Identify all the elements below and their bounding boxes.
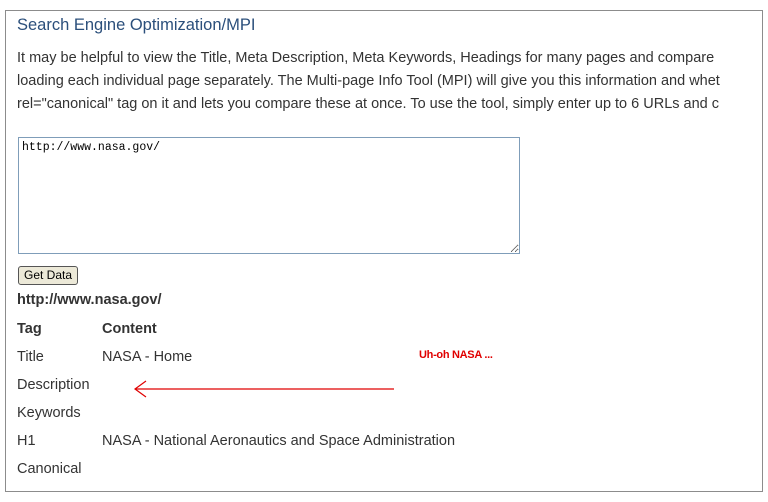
row-tag-title: Title [17,349,44,365]
column-header-tag: Tag [17,321,42,337]
row-tag-keywords: Keywords [17,405,81,421]
row-content-h1: NASA - National Aeronautics and Space Administration [102,433,456,449]
table-row [17,427,455,455]
get-data-button[interactable]: Get Data [18,266,78,285]
results-table [17,315,455,483]
row-tag-canonical: Canonical [17,461,82,477]
table-row [17,399,455,427]
table-row [17,343,455,371]
page-title: Search Engine Optimization/MPI [17,16,256,34]
urls-textarea[interactable] [18,137,520,254]
row-content-canonical [102,455,455,483]
intro-line-1: It may be helpful to view the Title, Meta Description, Meta Keywords, Headings for many pages and compare [17,50,715,66]
intro-line-3: rel="canonical" tag on it and lets you compare these at once. To use the tool, simply enter up to 6 URLs and c [17,96,720,112]
annotation-note: Uh-oh NASA ... [419,349,493,361]
table-row [17,455,455,483]
mpi-panel [5,10,763,492]
row-content-title: NASA - Home [102,349,193,365]
intro-text [17,47,763,116]
arrow-left-icon [130,379,395,399]
row-content-keywords [102,399,455,427]
table-header-row [17,315,455,343]
result-url: http://www.nasa.gov/ [17,292,162,308]
intro-line-2: loading each individual page separately. The Multi-page Info Tool (MPI) will give you this information and whet [17,73,720,89]
row-tag-description: Description [17,377,90,393]
column-header-content: Content [102,321,157,337]
row-tag-h1: H1 [17,433,36,449]
